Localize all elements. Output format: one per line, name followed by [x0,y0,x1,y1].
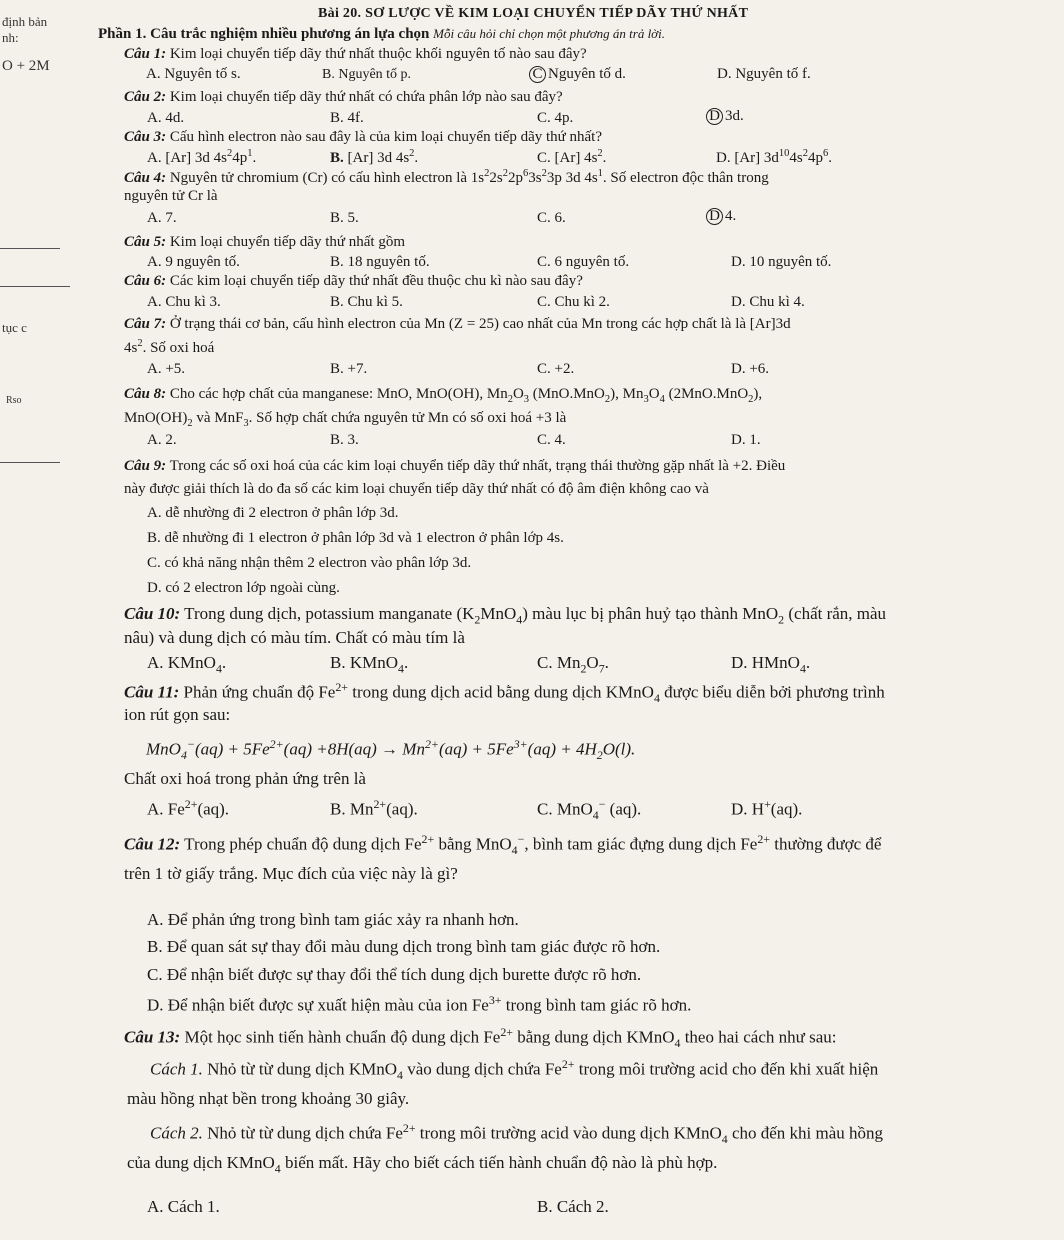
q7-option-c: C. +2. [537,361,575,377]
question-11: Câu 11: Phản ứng chuẩn độ $Fe^{2+}$ trong dung dịch acid bằng dung dịch KMnO$_4$ được biểu diễn bởi phương trình [124,680,885,706]
q3-option-c: C. [Ar] $4s^2$. [537,148,607,166]
q12-option-b: B. Để quan sát sự thay đổi màu dung dịch trong bình tam giác được rõ hơn. [147,937,661,956]
question-8: Câu 8: Cho các hợp chất của manganese: MnO, MnO(OH), $Mn_2O_3$ (MnO.MnO$_2$), $Mn_3O_4$ (2MnO.MnO$_2$), [124,386,763,405]
q1-option-d: D. Nguyên tố f. [717,66,811,82]
q12-option-d: D. Để nhận biết được sự xuất hiện màu của ion $Fe^{3+}$ trong bình tam giác rõ hơn. [147,993,692,1015]
q9-option-b: B. dễ nhường đi 1 electron ở phân lớp 3d và 1 electron ở phân lớp 4s. [147,530,564,546]
q12-option-a: A. Để phản ứng trong bình tam giác xảy ra nhanh hơn. [147,910,519,929]
q8-option-a: A. 2. [147,432,177,448]
question-2: Câu 2: Kim loại chuyển tiếp dãy thứ nhất có chứa phân lớp nào sau đây? [124,89,563,105]
question-12: Câu 12: Trong phép chuẩn độ dung dịch $Fe^{2+}$ bằng MnO$_4$−, bình tam giác đựng dung dịch $Fe^{2+}$ thường được để [124,832,882,858]
q1-option-b: B. Nguyên tố p. [322,67,412,82]
q12-line2: trên 1 tờ giấy trắng. Mục đích của việc này là gì? [124,864,458,883]
q9-line2: này được giải thích là do đa số các kim loại chuyển tiếp dãy thứ nhất có độ âm điện không cao và [124,481,709,497]
q10-option-d: D. HMnO$_4$. [731,653,811,676]
q2-option-d: D 3d. [706,108,744,125]
question-3: Câu 3: Cấu hình electron nào sau đây là của kim loại chuyển tiếp dãy thứ nhất? [124,129,603,145]
q11-equation: $MnO_4^-(aq) + 5Fe^{2+}(aq) +8H(aq) \to Mn^{2+}(aq) + 5Fe^{3+}(aq) + 4H_2O(l)$. [146,737,636,763]
q13-method-1-line2: màu hồng nhạt bền trong khoảng 30 giây. [127,1089,410,1108]
margin-fragment: tục c [2,320,27,335]
q13-method-2-line2: của dung dịch KMnO$_4$ biến mất. Hãy cho biết cách tiến hành chuẩn độ nào là phù hợp. [127,1153,718,1176]
q3-option-d: D. [Ar] $3d^{10}4s^24p^6$. [716,148,832,166]
question-1: Câu 1: Kim loại chuyển tiếp dãy thứ nhất thuộc khối nguyên tố nào sau đây? [124,46,587,62]
q7-option-a: A. +5. [147,361,186,377]
q11-option-b: B. $Mn^{2+}(aq)$. [330,797,418,819]
question-7: Câu 7: Ở trạng thái cơ bản, cấu hình electron của Mn (Z = 25) cao nhất của Mn trong các hợp chất là là [Ar]3d [124,316,791,332]
question-4: Câu 4: Nguyên tử chromium (Cr) có cấu hình electron là $1s^22s^22p^63s^23p$ 3d $4s^1$. Số electron độc thân trong [124,168,769,186]
q8-line2: $MnO(OH)_2$ và MnF$_3$. Số hợp chất chứa nguyên tử Mn có số oxi hoá +3 là [124,410,567,429]
q4-option-a: A. 7. [147,210,177,226]
q2-option-b: B. 4f. [330,110,364,126]
q4-line2: nguyên tử Cr là [124,188,218,204]
q8-option-c: C. 4. [537,432,566,448]
q5-option-b: B. 18 nguyên tố. [330,254,430,270]
q8-option-b: B. 3. [330,432,359,448]
q6-option-a: A. Chu kì 3. [147,294,221,310]
page-title: Bài 20. SƠ LƯỢC VỀ KIM LOẠI CHUYỂN TIẾP DÃY THỨ NHẤT [318,6,749,21]
q5-option-a: A. 9 nguyên tố. [147,254,240,270]
q1-option-a: A. Nguyên tố s. [146,66,241,82]
margin-fragment: Rso [6,395,22,406]
q11-line2: ion rút gọn sau: [124,705,231,724]
q4-option-c: C. 6. [537,210,566,226]
question-13: Câu 13: Một học sinh tiến hành chuẩn độ dung dịch $Fe^{2+}$ bằng dung dịch KMnO$_4$ theo hai cách như sau: [124,1025,837,1051]
q7-option-d: D. +6. [731,361,770,377]
margin-fragment: O + 2M [2,58,50,74]
q2-option-a: A. 4d. [147,110,185,126]
margin-fragment: định bản [2,14,48,29]
q4-option-d: D 4. [706,208,736,225]
question-6: Câu 6: Các kim loại chuyển tiếp dãy thứ nhất đều thuộc chu kì nào sau đây? [124,273,583,289]
q2-option-c: C. 4p. [537,110,574,126]
q13-method-2: Cách 2. Nhỏ từ từ dung dịch chứa $Fe^{2+}$ trong môi trường acid vào dung dịch KMnO$_4$ cho đến khi màu hồng [150,1121,884,1147]
margin-rule [0,248,60,249]
q5-option-c: C. 6 nguyên tố. [537,254,630,270]
q3-option-a: A. [Ar] 3d $4s^24p^1$. [147,148,257,166]
q13-option-b: B. Cách 2. [537,1197,609,1216]
q3-option-b: B. [Ar] 3d $4s^2$. [330,148,419,166]
q9-option-c: C. có khả năng nhận thêm 2 electron vào phân lớp 3d. [147,555,472,571]
q10-option-a: A. KMnO$_4$. [147,653,227,676]
q11-line4: Chất oxi hoá trong phản ứng trên là [124,769,366,788]
q6-option-c: C. Chu kì 2. [537,294,610,310]
q6-option-b: B. Chu kì 5. [330,294,403,310]
q9-option-a: A. dễ nhường đi 2 electron ở phân lớp 3d. [147,505,399,521]
q10-option-b: B. KMnO$_4$. [330,653,409,676]
q13-option-a: A. Cách 1. [147,1197,220,1216]
margin-fragment: nh: [2,30,19,45]
q7-option-b: B. +7. [330,361,368,377]
q4-option-b: B. 5. [330,210,359,226]
q6-option-d: D. Chu kì 4. [731,294,805,310]
q13-method-1: Cách 1. Nhỏ từ từ dung dịch KMnO$_4$ vào dung dịch chứa $Fe^{2+}$ trong môi trường acid cho đến khi xuất hiện [150,1057,879,1083]
question-5: Câu 5: Kim loại chuyển tiếp dãy thứ nhất gồm [124,234,406,250]
q1-option-c: C Nguyên tố d. [529,66,626,83]
q5-option-d: D. 10 nguyên tố. [731,254,832,270]
question-9: Câu 9: Trong các số oxi hoá của các kim loại chuyển tiếp dãy thứ nhất, trạng thái thường gặp nhất là +2. Điều [124,458,786,474]
q10-option-c: C. $Mn_2O_7$. [537,653,609,676]
q11-option-a: A. $Fe^{2+}(aq)$. [147,797,230,819]
q11-option-d: D. H+(aq). [731,797,803,819]
margin-rule [0,286,70,287]
question-10: Câu 10: Trong dung dịch, potassium manganate $(K_2MnO_4)$ màu lục bị phân huỷ tạo thành MnO$_2$ (chất rắn, màu [124,604,887,627]
q12-option-c: C. Để nhận biết được sự thay đổi thể tích dung dịch burette được rõ hơn. [147,965,642,984]
margin-rule [0,462,60,463]
q7-line2: $4s^2$. Số oxi hoá [124,338,215,356]
part-heading: Phần 1. Câu trắc nghiệm nhiều phương án lựa chọn Mỗi câu hỏi chỉ chọn một phương án trả lời. [98,26,665,42]
q10-line2: nâu) và dung dịch có màu tím. Chất có màu tím là [124,628,465,647]
q9-option-d: D. có 2 electron lớp ngoài cùng. [147,580,340,596]
q8-option-d: D. 1. [731,432,761,448]
q11-option-c: C. MnO$_4$− (aq). [537,797,642,823]
